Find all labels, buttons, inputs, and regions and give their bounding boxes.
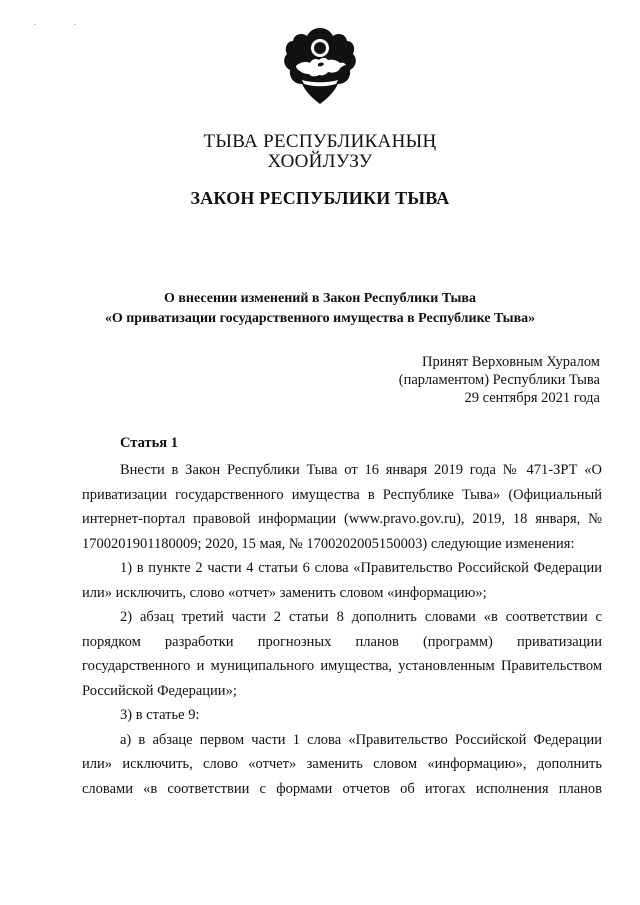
law-subject-line2: «О приватизации государственного имущества в Республике Тыва» [104, 311, 536, 326]
article-paragraph: а) в абзаце первом части 1 слова «Правительство Российской Федерации или» исключить, слово «отчет» заменить словом «информацию», дополнить словами «в соответствии с формами отчетов об итогах исполнения планов [82, 731, 602, 797]
law-subject [0, 289, 640, 329]
adoption-block [399, 353, 600, 407]
adoption-line1: Принят Верховным Хуралом [422, 354, 600, 370]
tyva-title-line2: ХООЙЛУЗУ [267, 151, 373, 172]
law-title: ЗАКОН РЕСПУБЛИКИ ТЫВА [190, 188, 450, 208]
law-subject-line1: О внесении изменений в Закон Республики Тыва [163, 291, 476, 306]
article-paragraph: 1) в пункте 2 части 4 статьи 6 слова «Правительство Российской Федерации или» исключить, слово «отчет» заменить словом «информацию»; [82, 560, 602, 601]
tyva-title-line1: ТЫВА РЕСПУБЛИКАНЫҢ [203, 131, 437, 152]
article-paragraph: 3) в статье 9: [120, 707, 200, 723]
adoption-line2: (парламентом) Республики Тыва [398, 372, 600, 388]
article-body [82, 458, 602, 801]
article-heading: Статья 1 [120, 435, 178, 451]
coat-of-arms-icon [282, 26, 358, 106]
article-paragraph: Внести в Закон Республики Тыва от 16 января 2019 года № 471-ЗРТ «О приватизации государственного имущества в Республике Тыва» (Официальный интернет-портал правовой информации (www.pravo.gov.ru), 2019, 18 января, № 1700201901180009; 2020, 15 мая, № 1700202005150003) следующие изменения: [82, 462, 602, 552]
article-paragraph: 2) абзац третий части 2 статьи 8 дополнить словами «в соответствии с порядком разработки прогнозных планов (программ) приватизации государственного и муниципального имущества, установленным Правительством Российской Федерации»; [82, 609, 602, 699]
tyva-title [0, 132, 640, 172]
corner-marks: . . [34, 18, 94, 27]
adoption-date: 29 сентября 2021 года [464, 390, 600, 406]
